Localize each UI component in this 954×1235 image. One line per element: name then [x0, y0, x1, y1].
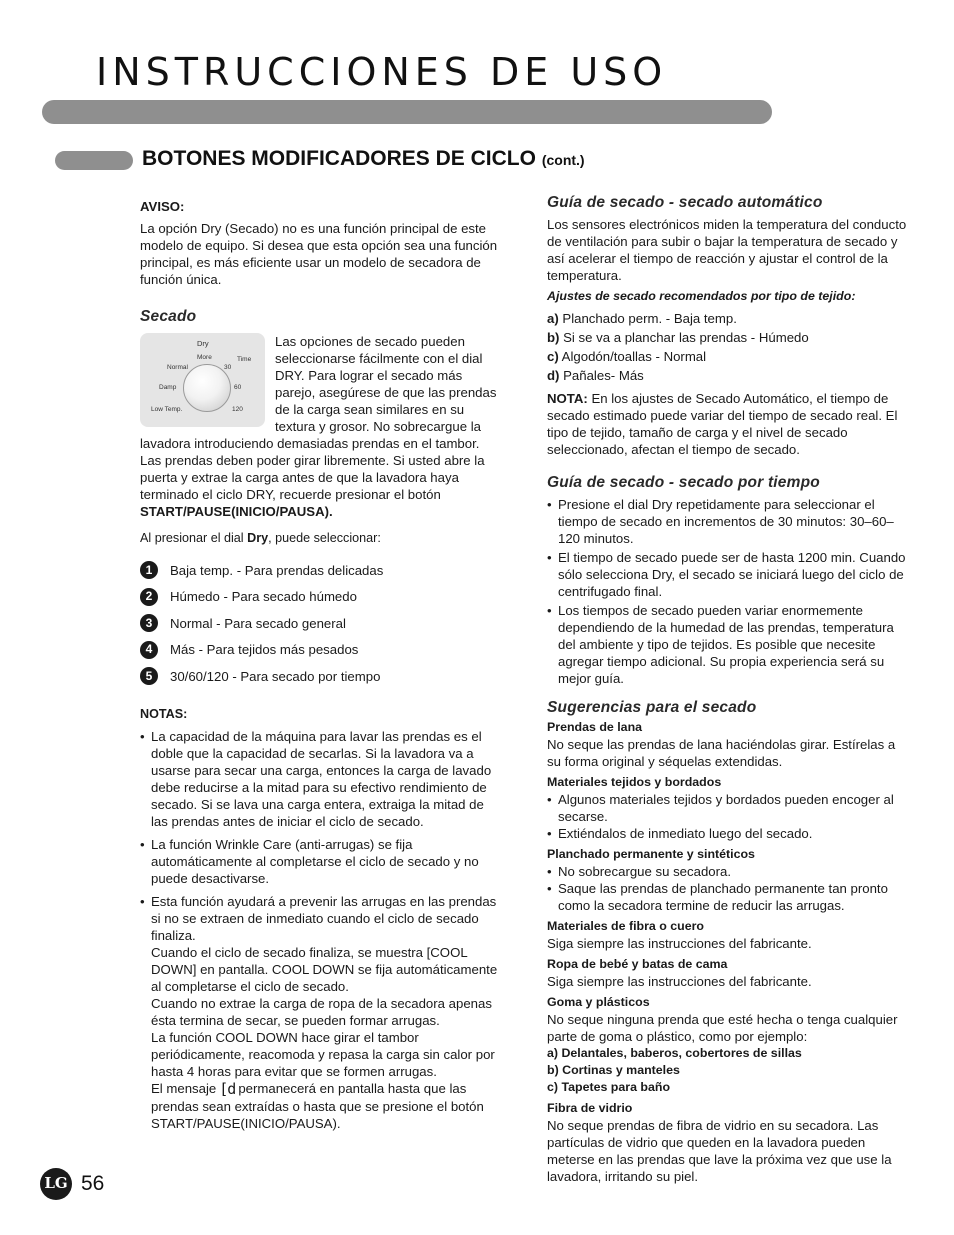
- page-number: 56: [81, 1172, 105, 1195]
- dial-select-intro-dry: Dry: [247, 531, 269, 545]
- auto-dry-heading: Guía de secado - secado automático: [547, 194, 823, 211]
- tip-item: • No sobrecargue su secadora.: [547, 863, 907, 880]
- dial-label-low-temp: Low Temp.: [151, 406, 183, 413]
- tips-heading: Sugerencias para el secado: [547, 699, 757, 716]
- tip-list-permanent-press: [547, 863, 907, 914]
- dry-option-text: Húmedo - Para secado húmedo: [170, 589, 357, 605]
- tip-text-fiberglass: No seque prendas de fibra de vidrio en su secadora. Las partículas de vidrio que queden en la lavadora pueden meterse en las prendas que lave la próxima vez que use la lavadora, irritando su piel.: [547, 1118, 892, 1184]
- right-column: [547, 196, 907, 1185]
- dial-label-dry: Dry: [197, 339, 209, 348]
- note3-text-b: Cuando el ciclo de secado finaliza, se muestra [COOL DOWN] en pantalla. COOL DOWN se fija automáticamente al completarse el ciclo de secado.: [151, 944, 498, 994]
- nota-text: En los ajustes de Secado Automático, el tiempo de secado estimado puede variar del tiempo de secado real. El tipo de tejido, tamaño de carga y el nivel de secado seleccionado, afectan el tiempo de secado.: [547, 391, 898, 457]
- tip-rubber-example: a) Delantales, baberos, cobertores de sillas: [547, 1046, 802, 1060]
- timed-dry-item: • El tiempo de secado puede ser de hasta 1200 min. Cuando sólo selecciona Dry, el secado se iniciará luego del ciclo de centrifugado final.: [547, 549, 907, 600]
- note3-text-c: Cuando no extrae la carga de ropa de la secadora apenas ésta termina de secar, se pueden formar arrugas.: [151, 995, 492, 1028]
- page-title: INSTRUCCIONES DE USO: [96, 50, 668, 94]
- tip-text-rubber: No seque ninguna prenda que esté hecha o tenga cualquier parte de goma o plástico, como por ejemplo:: [547, 1012, 898, 1044]
- timed-dry-item: • Los tiempos de secado pueden variar enormemente dependiendo de la humedad de las prendas, temperatura del ambiente y tipo de tejidos. Es posible que necesite agregar tiempo adicional. Su propia experiencia será su mejor guía.: [547, 602, 907, 687]
- ajuste-value: Algodón/toallas - Normal: [561, 349, 707, 364]
- dial-label-30: 30: [224, 364, 232, 371]
- tip-text-leather: Siga siempre las instrucciones del fabricante.: [547, 936, 812, 951]
- ajuste-value: Si se va a planchar las prendas - Húmedo: [563, 330, 809, 345]
- section-cont: (cont.): [541, 152, 585, 168]
- ajustes-heading: Ajustes de secado recomendados por tipo de tejido:: [547, 289, 856, 303]
- dry-option: [140, 557, 504, 584]
- secado-block: [140, 333, 504, 520]
- ajuste-item: [547, 310, 907, 327]
- dry-option: [140, 610, 504, 637]
- number-badge: 4: [140, 641, 158, 659]
- tip-heading-leather: Materiales de fibra o cuero: [547, 919, 705, 933]
- dial-label-120: 120: [232, 406, 243, 413]
- secado-text-body: Las opciones de secado pueden seleccionarse fácilmente con el dial DRY. Para lograr el secado más parejo, asegúrese de que las prendas de la carga sean similares en su textura y grosor. No sobrecargue la lavadora introduciendo demasiadas prendas en el tambor. Las prendas deben poder girar libremente. Si usted abre la puerta y extrae la carga antes de que la lavadora haya terminado el ciclo DRY, recuerde presionar el botón: [140, 334, 497, 502]
- secado-heading: Secado: [140, 308, 197, 325]
- dry-option-text: Normal - Para secado general: [170, 615, 346, 631]
- left-column: [140, 196, 504, 1138]
- tip-heading-knits: Materiales tejidos y bordados: [547, 775, 722, 789]
- dial-label-normal: Normal: [167, 364, 188, 371]
- ajuste-key: d): [547, 368, 560, 383]
- auto-dry-text: Los sensores electrónicos miden la temperatura del conducto de ventilación para subir o bajar la temperatura de secado y así acelerar el tiempo de reacción y ajustar el control de la temperatura.: [547, 217, 907, 283]
- notes-list: [140, 728, 504, 1132]
- tip-rubber-example: c) Tapetes para baño: [547, 1080, 671, 1094]
- notas-label: NOTAS:: [140, 706, 188, 721]
- section-title: [142, 147, 585, 171]
- note3-text-e2: permanecerá en pantalla hasta que las prendas sean extraídas o hasta que se presione el botón START/PAUSE(INICIO/PAUSA).: [151, 1080, 484, 1131]
- dial-label-damp: Damp: [159, 384, 177, 391]
- tip-rubber-example: b) Cortinas y manteles: [547, 1063, 680, 1077]
- note-item: • La capacidad de la máquina para lavar las prendas es el doble que la capacidad de secarlas. Si la lavadora va a usarse para secar una carga, entonces la carga de lavado debe reducirse a la mitad para su efectivo rendimiento de secado. Si se lava una carga entera, extraiga la mitad de las prendas antes de iniciar el ciclo de secado.: [140, 728, 504, 830]
- dial-label-time: Time: [237, 356, 252, 363]
- dry-option: [140, 584, 504, 611]
- dial-select-intro-a: Al presionar el dial: [140, 531, 244, 545]
- cooldown-display-glyph: [d: [219, 1079, 236, 1098]
- lg-logo: [40, 1168, 72, 1200]
- tip-heading-permanent-press: Planchado permanente y sintéticos: [547, 847, 755, 861]
- dial-select-intro: [140, 530, 504, 547]
- dry-option-text: Baja temp. - Para prendas delicadas: [170, 562, 384, 578]
- ajuste-key: c): [547, 349, 559, 364]
- dial-label-60: 60: [234, 384, 242, 391]
- tip-item: • Saque las prendas de planchado permanente tan pronto como la secadora termine de reducir las arrugas.: [547, 880, 907, 914]
- dry-option: [140, 637, 504, 664]
- timed-dry-item: • Presione el dial Dry repetidamente para seleccionar el tiempo de secado en incrementos de 30 minutos: 30–60–120 minutos.: [547, 496, 907, 547]
- timed-dry-heading: Guía de secado - secado por tiempo: [547, 474, 820, 491]
- dry-dial-illustration: [140, 333, 265, 427]
- section-title-text: BOTONES MODIFICADORES DE CICLO: [142, 147, 536, 170]
- ajuste-item: [547, 329, 907, 346]
- dry-option-text: 30/60/120 - Para secado por tiempo: [170, 668, 381, 684]
- tip-heading-rubber: Goma y plásticos: [547, 995, 650, 1009]
- start-pause-label: START/PAUSE(INICIO/PAUSA).: [140, 504, 333, 519]
- number-badge: 2: [140, 588, 158, 606]
- ajuste-item: [547, 367, 907, 384]
- note-item: • La función Wrinkle Care (anti-arrugas) se fija automáticamente al completarse el ciclo de secado y no puede desactivarse.: [140, 836, 504, 887]
- ajuste-value: Pañales- Más: [563, 368, 644, 383]
- note3-text-d: La función COOL DOWN hace girar el tambor periódicamente, reacomoda y repasa la carga sin calor por hasta 4 horas para evitar que se formen arrugas.: [151, 1029, 495, 1079]
- nota-label: NOTA:: [547, 391, 588, 406]
- number-badge: 1: [140, 561, 158, 579]
- ajuste-item: [547, 348, 907, 365]
- dial-label-more: More: [197, 354, 212, 361]
- tip-text-baby: Siga siempre las instrucciones del fabricante.: [547, 974, 812, 989]
- tip-text-wool: No seque las prendas de lana haciéndolas girar. Estírelas a su forma original y séquelas extendidas.: [547, 737, 896, 769]
- lg-logo-text: LG: [44, 1174, 68, 1192]
- section-pill-decoration: [55, 151, 133, 170]
- tip-item: • Extiéndalos de inmediato luego del secado.: [547, 825, 907, 842]
- tip-item: • Algunos materiales tejidos y bordados pueden encoger al secarse.: [547, 791, 907, 825]
- tip-list-knits: [547, 791, 907, 842]
- dry-option: [140, 663, 504, 690]
- ajuste-value: Planchado perm. - Baja temp.: [562, 311, 737, 326]
- dry-options-list: [140, 557, 504, 690]
- number-badge: 3: [140, 614, 158, 632]
- ajuste-key: b): [547, 330, 560, 345]
- note3-text-e1: El mensaje: [151, 1080, 217, 1096]
- dial-knob: [183, 364, 231, 412]
- tip-heading-baby: Ropa de bebé y batas de cama: [547, 957, 728, 971]
- note3-text-a: Esta función ayudará a prevenir las arrugas en las prendas si no se extraen de inmediato cuando el ciclo de secado finaliza.: [151, 893, 497, 943]
- ajustes-list: [547, 310, 907, 384]
- nota-paragraph: [547, 390, 907, 458]
- note-item: [140, 893, 504, 1132]
- title-divider-bar: [42, 100, 772, 124]
- tip-heading-wool: Prendas de lana: [547, 720, 643, 734]
- ajuste-key: a): [547, 311, 559, 326]
- dry-option-text: Más - Para tejidos más pesados: [170, 642, 359, 658]
- aviso-label: AVISO:: [140, 199, 185, 214]
- tip-heading-fiberglass: Fibra de vidrio: [547, 1101, 633, 1115]
- timed-dry-list: [547, 496, 907, 687]
- dial-select-intro-c: , puede seleccionar:: [268, 531, 381, 545]
- number-badge: 5: [140, 667, 158, 685]
- aviso-text: La opción Dry (Secado) no es una función principal de este modelo de equipo. Si desea que esta opción sea una función principal, es más eficiente usar un modelo de secadora de función única.: [140, 221, 498, 287]
